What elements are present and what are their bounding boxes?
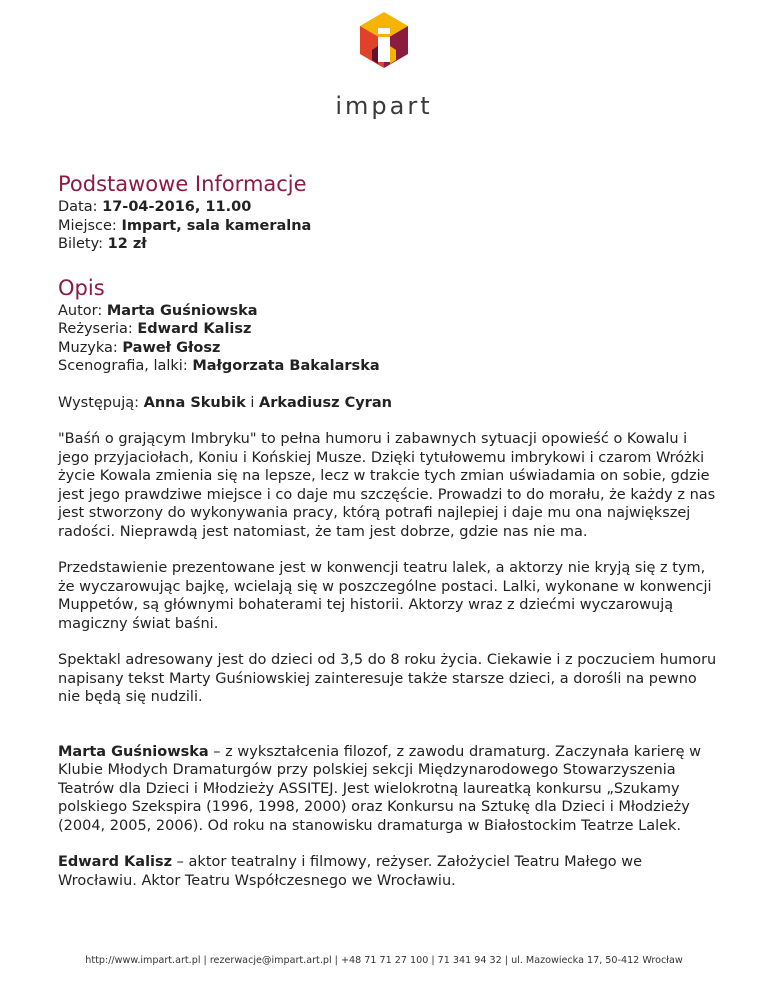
music-label: Muzyka:: [58, 339, 123, 356]
bio-paragraph: [58, 853, 718, 890]
logo-wordmark: impart: [335, 92, 433, 120]
date-line: [58, 198, 718, 217]
place-value: Impart, sala kameralna: [121, 217, 312, 234]
music-line: [58, 339, 718, 358]
bio-name: Marta Guśniowska: [58, 743, 209, 760]
director-label: Reżyseria:: [58, 321, 138, 337]
bio-name: Edward Kalisz: [58, 854, 173, 870]
bio-paragraph: [58, 743, 718, 836]
place-label: Miejsce:: [58, 217, 122, 234]
cast-line: [58, 394, 718, 413]
impart-logo-icon: [358, 10, 410, 80]
date-label: Data:: [58, 199, 103, 215]
description-paragraph: Przedstawienie prezentowane jest w konwencji teatru lalek, a aktorzy nie kryją się z tym, że wyczarowując bajkę, wcielają się w poszczególne postaci. Lalki, wykonane w konwencji Muppetów, są głównymi bohaterami tej historii. Aktorzy wraz z dziećmi wyczarowują magiczny świat baśni.: [58, 560, 712, 632]
tickets-line: [58, 235, 718, 254]
director-line: [58, 320, 718, 339]
author-value: Marta Guśniowska: [106, 302, 258, 319]
impart-logo: [0, 10, 768, 120]
footer-contact: http://www.impart.art.pl | rezerwacje@impart.art.pl | +48 71 71 27 100 | 71 341 94 32 | ul. Mazowiecka 17, 50-412 Wrocław: [85, 955, 683, 966]
scenography-line: [58, 357, 718, 376]
description-paragraph: Spektakl adresowany jest do dzieci od 3,5 do 8 roku życia. Ciekawie i z poczuciem humoru napisany tekst Marty Guśniowskiej zainteresuje także starsze dzieci, a dorośli na pewno nie będą się nudzili.: [58, 652, 717, 705]
date-value: 17-04-2016, 11.00: [102, 199, 252, 215]
basic-info-heading: Podstawowe Informacje: [58, 172, 307, 196]
director-value: Edward Kalisz: [137, 321, 252, 337]
scenography-label: Scenografia, lalki:: [58, 358, 193, 374]
author-line: [58, 302, 718, 321]
event-content: [58, 170, 718, 890]
tickets-value: 12 zł: [107, 236, 147, 252]
scenography-value: Małgorzata Bakalarska: [192, 358, 380, 374]
place-line: [58, 217, 718, 236]
cast-actor: Anna Skubik: [143, 394, 246, 411]
description-paragraph: "Baśń o grającym Imbryku" to pełna humoru i zabawnych sytuacji opowieść o Kowalu i jego przyjaciołach, Koniu i Końskiej Musze. Dzięki tytułowemu imbrykowi i czarom Wróżki życie Kowala zmienia się na lepsze, lecz w trakcie tych zmian uświadamia on sobie, gdzie jest jego prawdziwe miejsce i co daje mu szczęście. Prowadzi to do morału, że każdy z nas jest stworzony do wykonywania pracy, którą potrafi najlepiej i daje mu ona największej radości. Nieprawdą jest natomiast, że tam jest dobrze, gdzie nas nie ma.: [58, 431, 716, 540]
cast-label: Występują:: [58, 394, 144, 411]
tickets-label: Bilety:: [58, 236, 108, 252]
author-label: Autor:: [58, 302, 107, 319]
music-value: Paweł Głosz: [122, 339, 221, 356]
cast-actor: Arkadiusz Cyran: [259, 394, 392, 411]
bio-text: – aktor teatralny i filmowy, reżyser. Założyciel Teatru Małego we Wrocławiu. Aktor Teatru Współczesnego we Wrocławiu.: [58, 854, 643, 889]
description-heading: Opis: [58, 275, 105, 300]
bio-text: – z wykształcenia filozof, z zawodu dramaturg. Zaczynała karierę w Klubie Młodych Dramaturgów przy polskiej sekcji Międzynarodowego Stowarzyszenia Teatrów dla Dzieci i Młodzieży ASSITEJ. Jest wielokrotną laureatką konkursu „Szukamy polskiego Szekspira (1996, 1998, 2000) oraz Konkursu na Sztukę dla Dzieci i Młodzieży (2004, 2005, 2006). Od roku na stanowisku dramaturga w Białostockim Teatrze Lalek.: [58, 743, 702, 834]
cast-join: i: [245, 394, 259, 411]
